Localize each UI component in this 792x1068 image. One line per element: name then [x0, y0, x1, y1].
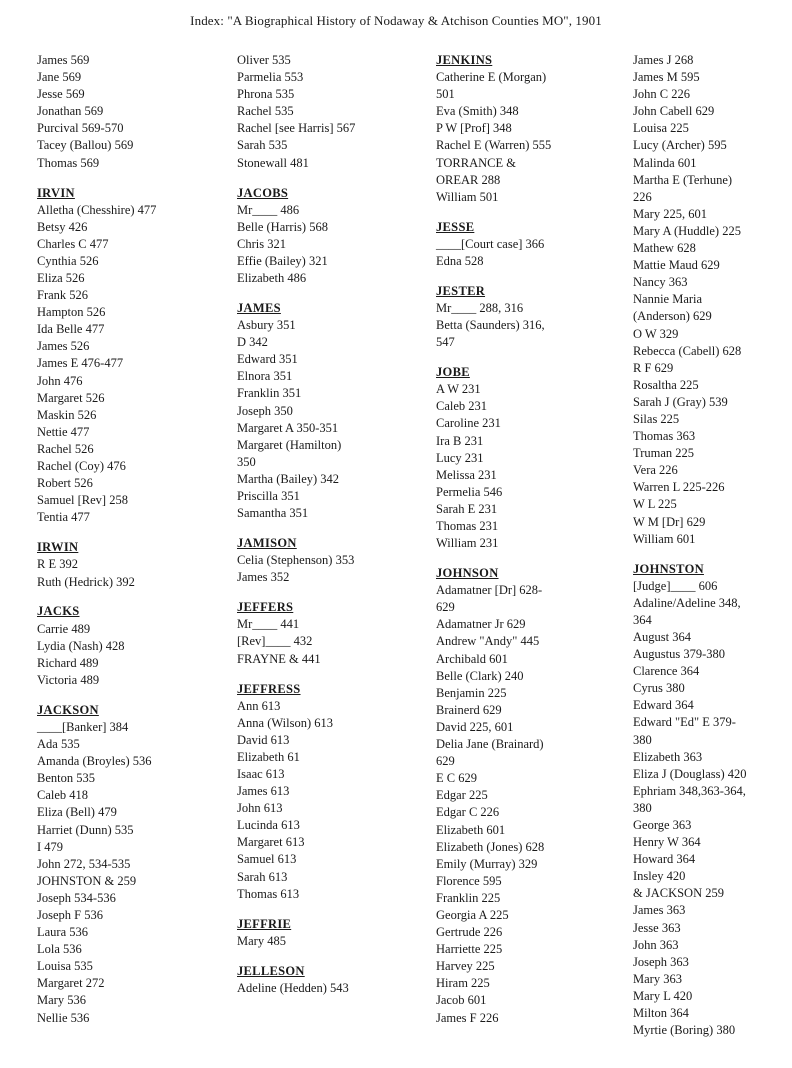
- index-entry: Jane 569: [37, 70, 82, 85]
- index-entry: Warren L 225-226: [633, 480, 725, 495]
- page-title: Index: "A Biographical History of Nodaway & Atchison Counties MO", 1901: [190, 13, 602, 28]
- index-entry: James 363: [633, 903, 686, 918]
- index-entry: Adamatner Jr 629: [436, 617, 526, 632]
- index-entry: Margaret A 350-351: [237, 420, 339, 435]
- index-entry: Eliza 526: [37, 271, 85, 286]
- index-entry: Andrew "Andy" 445: [436, 634, 540, 649]
- surname-heading: JOBE: [436, 365, 470, 380]
- index-entry: Elizabeth 61: [237, 749, 300, 764]
- index-entry: Celia (Stephenson) 353: [237, 553, 355, 568]
- index-entry: Eva (Smith) 348: [436, 104, 519, 119]
- index-entry: 547: [436, 335, 455, 350]
- index-entry: Adeline (Hedden) 543: [237, 980, 349, 995]
- index-entry: Mr____ 441: [237, 617, 300, 632]
- index-entry: Adamatner [Dr] 628-: [436, 583, 543, 598]
- index-entry: Edward 351: [237, 352, 298, 367]
- surname-heading: JENKINS: [436, 53, 493, 67]
- index-entry: Mathew 628: [633, 241, 696, 256]
- index-entry: Edgar 225: [436, 788, 488, 803]
- index-entry: Benjamin 225: [436, 685, 507, 700]
- index-entry: Jesse 569: [37, 87, 85, 102]
- index-entry: Richard 489: [37, 655, 99, 670]
- index-entry: TORRANCE &: [436, 155, 516, 170]
- index-entry: [Rev]____ 432: [237, 634, 313, 649]
- index-entry: Emily (Murray) 329: [436, 856, 538, 871]
- index-entry: Betsy 426: [37, 219, 88, 234]
- index-entry: Franklin 351: [237, 386, 302, 401]
- index-entry: 380: [633, 800, 652, 815]
- index-entry: Jonathan 569: [37, 104, 104, 119]
- index-column-2: [237, 52, 427, 997]
- index-column-1: [37, 52, 227, 1027]
- index-entry: William 501: [436, 189, 499, 204]
- index-entry: Samuel 613: [237, 852, 297, 867]
- index-entry: OREAR 288: [436, 172, 501, 187]
- index-entry: Parmelia 553: [237, 70, 304, 85]
- index-entry: Lola 536: [37, 942, 82, 957]
- index-column-3: [436, 52, 626, 1027]
- index-entry: W M [Dr] 629: [633, 514, 706, 529]
- index-entry: John C 226: [633, 87, 690, 102]
- index-entry: Chris 321: [237, 236, 286, 251]
- index-entry: O W 329: [633, 326, 679, 341]
- index-entry: John 363: [633, 937, 679, 952]
- index-entry: Sarah 613: [237, 869, 288, 884]
- index-entry: Frank 526: [37, 288, 89, 303]
- index-entry: Mr____ 288, 316: [436, 301, 524, 315]
- index-entry: James 613: [237, 784, 290, 799]
- index-entry: & JACKSON 259: [633, 886, 724, 901]
- index-entry: 501: [436, 87, 455, 102]
- index-entry: David 613: [237, 732, 290, 747]
- index-entry: James M 595: [633, 70, 700, 85]
- index-entry: Charles C 477: [37, 236, 109, 251]
- index-entry: Elizabeth 601: [436, 822, 506, 837]
- index-entry: Harvey 225: [436, 959, 495, 974]
- index-entry: Silas 225: [633, 411, 680, 426]
- index-entry: Insley 420: [633, 869, 686, 884]
- index-entry: James 352: [237, 570, 290, 585]
- index-entry: R E 392: [37, 557, 78, 572]
- index-entry: Ira B 231: [436, 433, 484, 448]
- index-entry: Rachel 535: [237, 104, 294, 119]
- index-entry: I 479: [37, 839, 64, 854]
- index-entry: Mary 485: [237, 933, 286, 948]
- index-entry: A W 231: [436, 382, 481, 397]
- index-entry: Victoria 489: [37, 672, 100, 687]
- index-entry: Gertrude 226: [436, 925, 503, 940]
- surname-heading: IRWIN: [37, 540, 79, 555]
- index-entry: Thomas 569: [37, 155, 100, 170]
- surname-heading: IRVIN: [37, 185, 75, 200]
- surname-heading: JOHNSON: [436, 566, 499, 581]
- index-entry: 350: [237, 454, 256, 469]
- index-entry: Permelia 546: [436, 484, 503, 499]
- index-entry: ____[Banker] 384: [37, 719, 129, 734]
- index-entry: Effie (Bailey) 321: [237, 253, 328, 268]
- surname-heading: JAMISON: [237, 536, 297, 551]
- index-entry: Thomas 231: [436, 519, 499, 534]
- index-entry: David 225, 601: [436, 719, 514, 734]
- index-entry: Samuel [Rev] 258: [37, 493, 128, 508]
- index-entry: Mr____ 486: [237, 202, 300, 217]
- index-entry: Elizabeth 486: [237, 271, 307, 286]
- index-entry: Mattie Maud 629: [633, 258, 720, 273]
- index-entry: Edward 364: [633, 698, 694, 713]
- index-entry: Benton 535: [37, 771, 95, 786]
- index-entry: Georgia A 225: [436, 907, 509, 922]
- index-entry: Phrona 535: [237, 87, 295, 102]
- index-entry: Belle (Harris) 568: [237, 219, 328, 234]
- index-entry: Martha E (Terhune): [633, 172, 733, 187]
- index-entry: E C 629: [436, 771, 477, 786]
- index-entry: John Cabell 629: [633, 104, 715, 119]
- index-entry: W L 225: [633, 497, 677, 512]
- index-entry: Maskin 526: [37, 407, 97, 422]
- index-entry: Joseph 350: [237, 403, 293, 418]
- index-entry: Edna 528: [436, 253, 484, 268]
- index-entry: Caleb 418: [37, 788, 89, 803]
- surname-heading: JACKSON: [37, 702, 99, 717]
- index-entry: Samantha 351: [237, 506, 309, 521]
- surname-heading: JEFFERS: [237, 600, 294, 615]
- index-entry: Edgar C 226: [436, 805, 500, 820]
- surname-heading: JESTER: [436, 283, 486, 298]
- index-entry: Alletha (Chesshire) 477: [37, 202, 157, 217]
- index-entry: Milton 364: [633, 1006, 689, 1021]
- index-entry: Martha (Bailey) 342: [237, 471, 340, 486]
- index-entry: JOHNSTON & 259: [37, 873, 137, 888]
- index-entry: Brainerd 629: [436, 702, 502, 717]
- surname-heading: JOHNSTON: [633, 561, 704, 576]
- index-entry: Augustus 379-380: [633, 647, 726, 662]
- index-entry: James 526: [37, 339, 90, 354]
- index-entry: Ephriam 348,363-364,: [633, 783, 746, 798]
- index-entry: Sarah 535: [237, 138, 288, 153]
- index-entry: Tentia 477: [37, 510, 90, 525]
- index-entry: Margaret 272: [37, 976, 105, 991]
- index-entry: Jacob 601: [436, 993, 487, 1008]
- index-entry: Lucy (Archer) 595: [633, 138, 727, 153]
- index-entry: Ann 613: [237, 698, 281, 713]
- index-entry: Eliza J (Douglass) 420: [633, 766, 747, 781]
- index-entry: John 613: [237, 801, 283, 816]
- index-entry: Henry W 364: [633, 835, 701, 850]
- index-entry: Laura 536: [37, 925, 89, 940]
- index-entry: Joseph 363: [633, 954, 689, 969]
- index-entry: Louisa 225: [633, 121, 689, 136]
- index-entry: Mary A (Huddle) 225: [633, 223, 741, 238]
- index-entry: Lydia (Nash) 428: [37, 638, 125, 653]
- index-entry: Archibald 601: [436, 651, 508, 666]
- index-entry: Hampton 526: [37, 305, 106, 320]
- index-entry: Rachel 526: [37, 441, 94, 456]
- index-entry: Caleb 231: [436, 399, 488, 414]
- index-entry: Elizabeth (Jones) 628: [436, 839, 545, 854]
- index-entry: Isaac 613: [237, 767, 285, 782]
- index-entry: Adaline/Adeline 348,: [633, 595, 741, 610]
- index-entry: Robert 526: [37, 476, 93, 491]
- index-entry: Eliza (Bell) 479: [37, 805, 117, 820]
- surname-heading: JACKS: [37, 604, 80, 619]
- index-entry: Howard 364: [633, 852, 696, 867]
- index-entry: Margaret 613: [237, 835, 305, 850]
- index-entry: Ada 535: [37, 737, 80, 752]
- surname-heading: JEFFRIE: [237, 916, 292, 931]
- index-entry: Rebecca (Cabell) 628: [633, 343, 742, 358]
- index-entry: George 363: [633, 818, 692, 833]
- surname-heading: JELLESON: [237, 963, 305, 978]
- index-entry: Franklin 225: [436, 890, 501, 905]
- index-entry: James J 268: [633, 53, 694, 67]
- index-entry: Melissa 231: [436, 467, 497, 482]
- index-entry: Rosaltha 225: [633, 377, 699, 392]
- index-entry: (Anderson) 629: [633, 309, 712, 324]
- index-entry: Betta (Saunders) 316,: [436, 318, 545, 333]
- index-entry: Ruth (Hedrick) 392: [37, 574, 135, 589]
- index-entry: William 231: [436, 536, 499, 551]
- index-entry: Cyrus 380: [633, 681, 685, 696]
- index-entry: James 569: [37, 53, 90, 67]
- index-entry: Clarence 364: [633, 664, 700, 679]
- index-entry: Sarah J (Gray) 539: [633, 394, 728, 409]
- index-entry: Rachel [see Harris] 567: [237, 121, 356, 136]
- index-entry: D 342: [237, 335, 268, 350]
- index-entry: Jesse 363: [633, 920, 681, 935]
- index-entry: Margaret 526: [37, 390, 105, 405]
- index-entry: Harriet (Dunn) 535: [37, 822, 134, 837]
- index-entry: Nannie Maria: [633, 292, 703, 307]
- index-entry: Carrie 489: [37, 621, 91, 636]
- index-entry: Malinda 601: [633, 155, 697, 170]
- index-entry: Catherine E (Morgan): [436, 70, 547, 85]
- index-entry: James F 226: [436, 1010, 499, 1025]
- surname-heading: JAMES: [237, 301, 281, 315]
- index-entry: Belle (Clark) 240: [436, 668, 524, 683]
- index-entry: 364: [633, 612, 652, 627]
- index-entry: John 272, 534-535: [37, 856, 131, 871]
- index-entry: Sarah E 231: [436, 501, 498, 516]
- index-entry: Thomas 363: [633, 429, 696, 444]
- index-entry: Lucinda 613: [237, 818, 300, 833]
- index-entry: Delia Jane (Brainard): [436, 737, 544, 752]
- index-entry: Priscilla 351: [237, 489, 300, 504]
- index-entry: Joseph F 536: [37, 907, 103, 922]
- index-entry: Elizabeth 363: [633, 749, 703, 764]
- index-entry: Mary 225, 601: [633, 206, 707, 221]
- index-entry: Nellie 536: [37, 1010, 90, 1025]
- index-entry: Rachel (Coy) 476: [37, 459, 126, 474]
- index-entry: Stonewall 481: [237, 155, 309, 170]
- index-entry: Florence 595: [436, 873, 502, 888]
- index-entry: Hiram 225: [436, 976, 490, 991]
- index-entry: Louisa 535: [37, 959, 93, 974]
- index-entry: Anna (Wilson) 613: [237, 715, 334, 730]
- index-entry: Truman 225: [633, 446, 695, 461]
- index-entry: Elnora 351: [237, 369, 293, 384]
- index-entry: ____[Court case] 366: [436, 236, 545, 251]
- index-entry: Purcival 569-570: [37, 121, 124, 136]
- index-entry: Oliver 535: [237, 53, 291, 67]
- index-entry: Mary L 420: [633, 988, 693, 1003]
- index-entry: William 601: [633, 531, 696, 546]
- index-entry: Thomas 613: [237, 886, 300, 901]
- index-entry: P W [Prof] 348: [436, 121, 512, 136]
- index-entry: Myrtie (Boring) 380: [633, 1023, 736, 1038]
- index-entry: 629: [436, 754, 455, 769]
- index-entry: Tacey (Ballou) 569: [37, 138, 134, 153]
- index-entry: Joseph 534-536: [37, 890, 116, 905]
- index-entry: Caroline 231: [436, 416, 501, 431]
- index-entry: Ida Belle 477: [37, 322, 105, 337]
- index-entry: James E 476-477: [37, 356, 124, 371]
- index-entry: 380: [633, 732, 652, 747]
- surname-heading: JEFFRESS: [237, 681, 301, 696]
- index-entry: Mary 536: [37, 993, 86, 1008]
- index-entry: Harriette 225: [436, 942, 503, 957]
- index-entry: Nancy 363: [633, 275, 688, 290]
- index-entry: Nettie 477: [37, 424, 90, 439]
- index-entry: 226: [633, 189, 652, 204]
- index-entry: R F 629: [633, 360, 674, 375]
- index-entry: Edward "Ed" E 379-: [633, 715, 736, 730]
- index-entry: Mary 363: [633, 971, 682, 986]
- index-entry: Vera 226: [633, 463, 678, 478]
- index-entry: Rachel E (Warren) 555: [436, 138, 552, 153]
- index-entry: John 476: [37, 373, 83, 388]
- surname-heading: JACOBS: [237, 185, 289, 200]
- index-entry: August 364: [633, 629, 691, 644]
- surname-heading: JESSE: [436, 219, 475, 234]
- index-entry: Margaret (Hamilton): [237, 437, 342, 452]
- index-entry: FRAYNE & 441: [237, 651, 321, 666]
- index-entry: [Judge]____ 606: [633, 578, 718, 593]
- index-entry: Amanda (Broyles) 536: [37, 754, 152, 769]
- index-entry: Asbury 351: [237, 318, 296, 333]
- index-entry: Cynthia 526: [37, 253, 99, 268]
- index-entry: 629: [436, 600, 455, 615]
- index-column-4: [633, 52, 792, 1039]
- index-entry: Lucy 231: [436, 450, 484, 465]
